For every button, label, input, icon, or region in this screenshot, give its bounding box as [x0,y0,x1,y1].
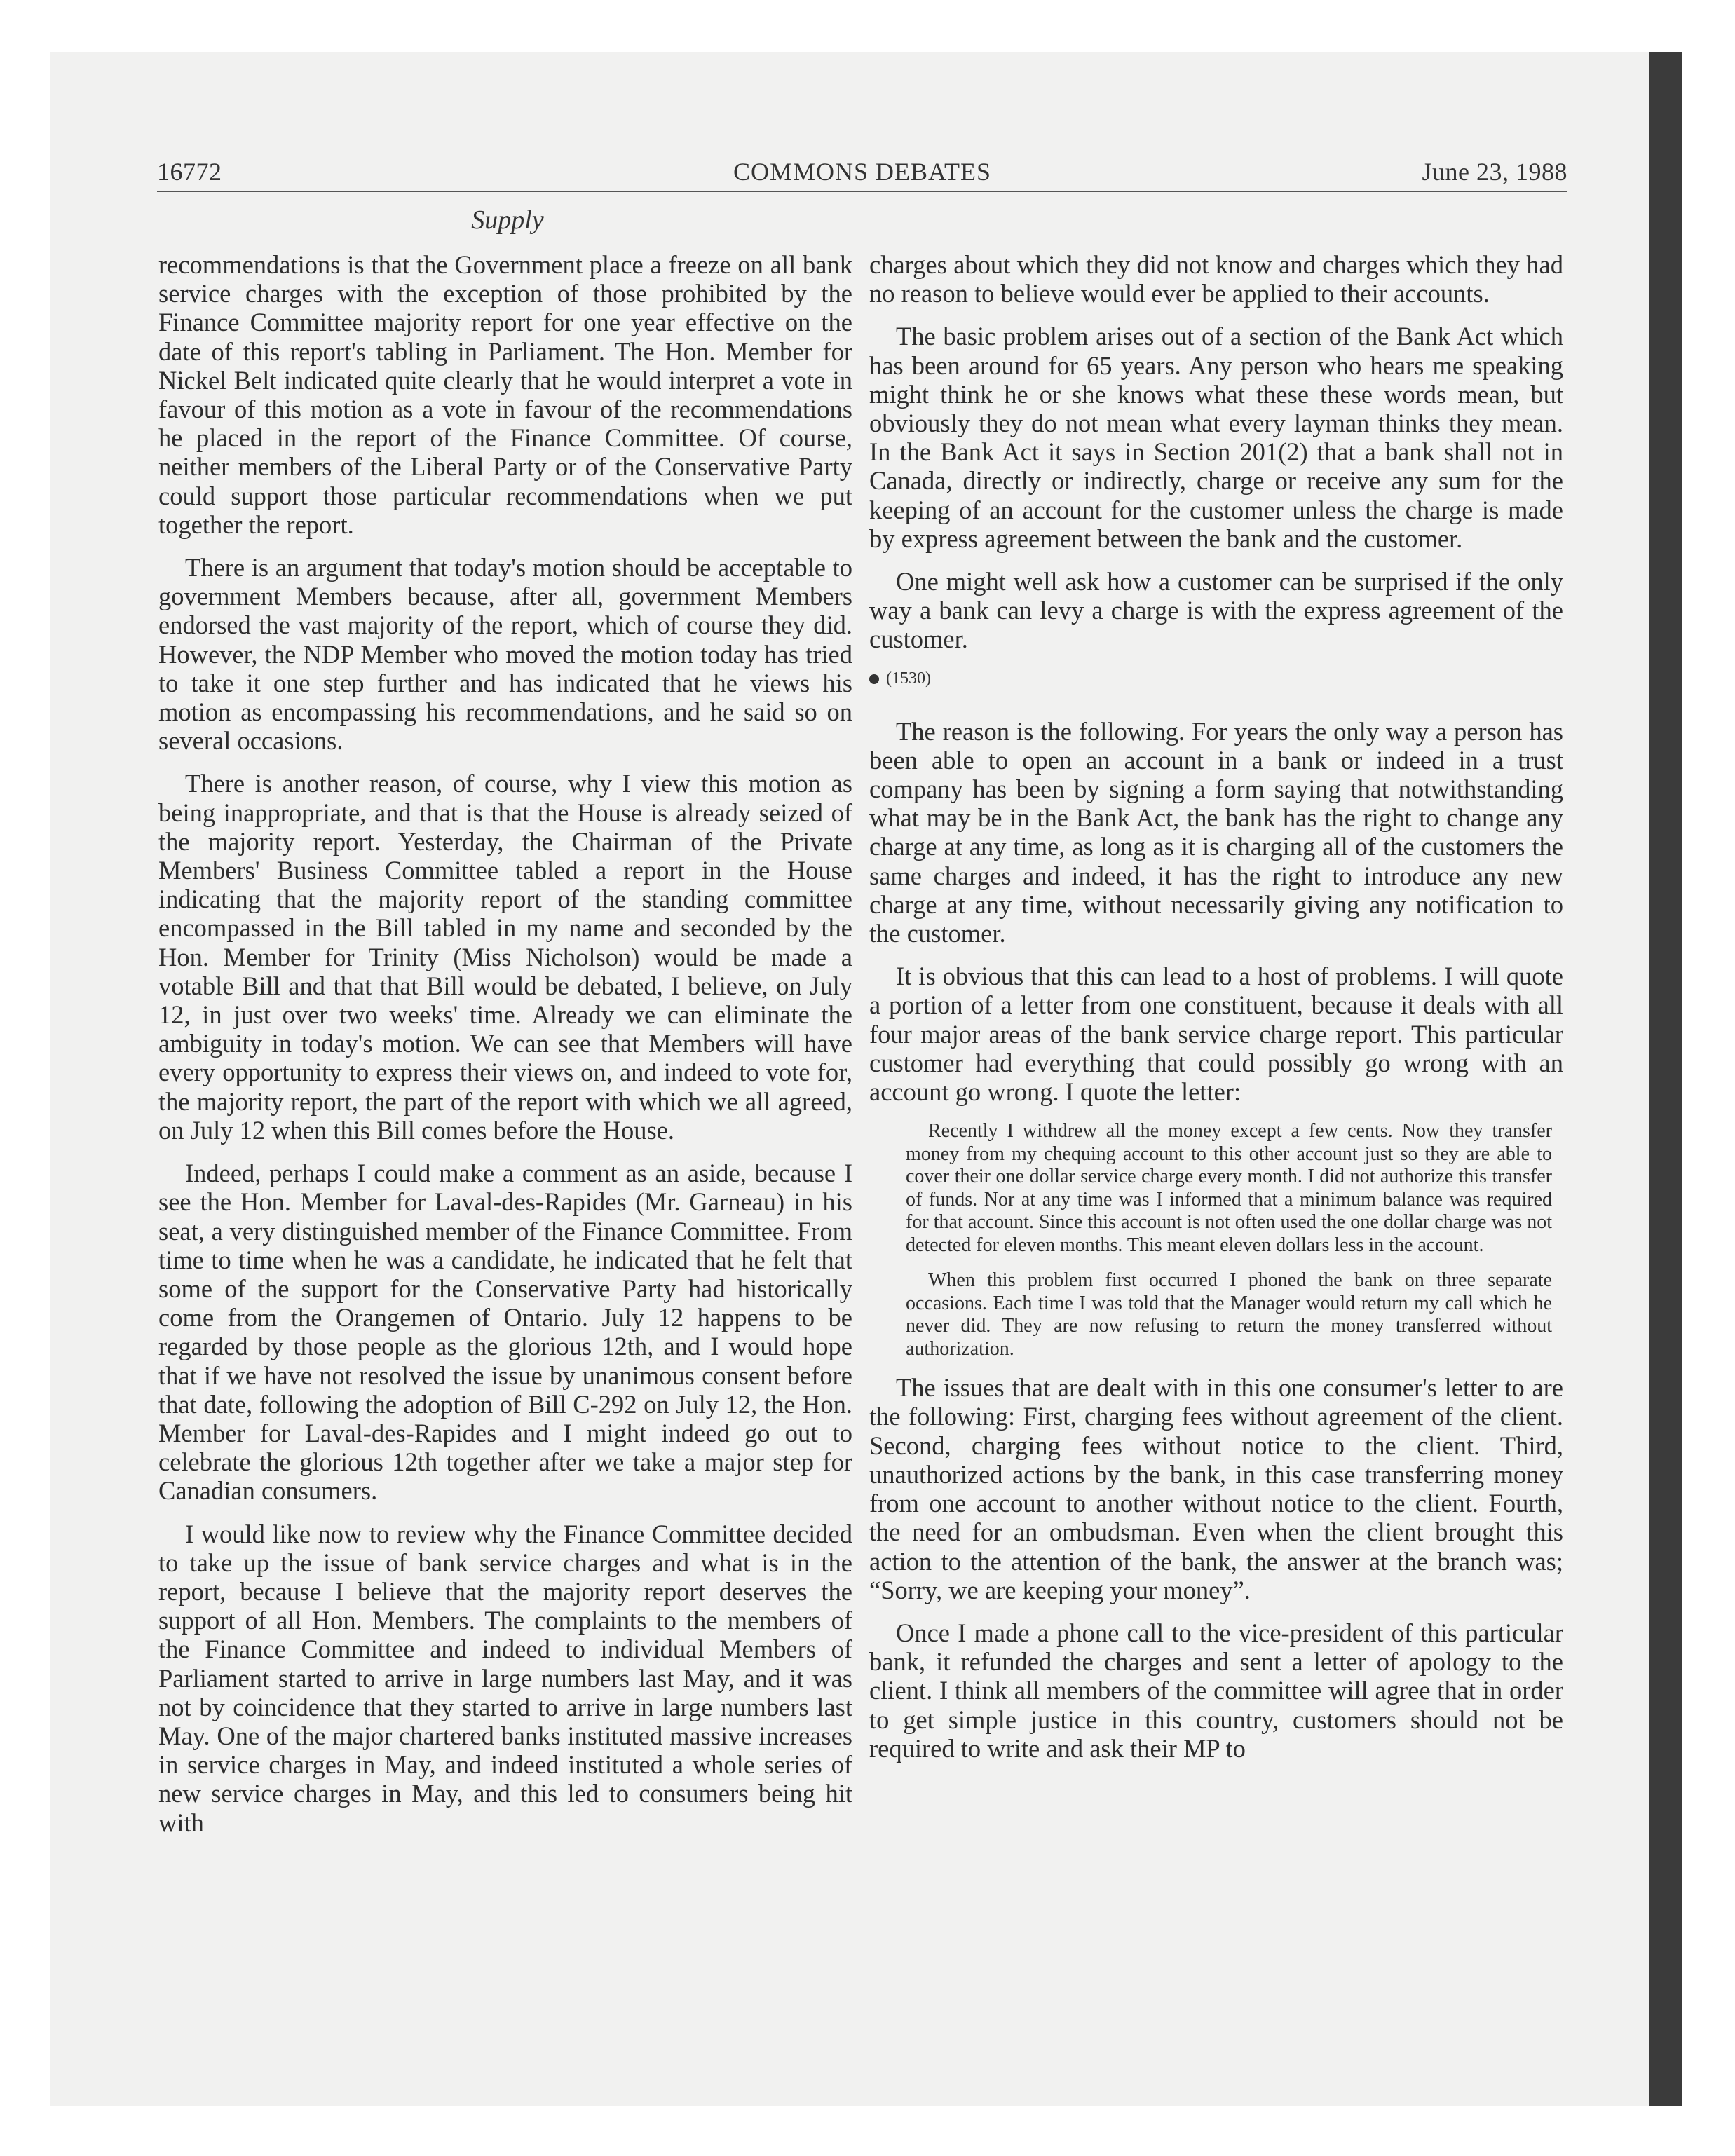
quoted-letter-paragraph: When this problem first occurred I phoned the bank on three separate occasions. Each time I was told that the Manager would return my call which he never did. They are now refusing to return the money transferred without authorization. [906,1269,1552,1360]
time-marker [869,668,1563,689]
paragraph: There is an argument that today's motion should be acceptable to government Members because, after all, government Members endorsed the vast majority of the report, which of course they did. However, the NDP Member who moved the motion today has tried to take it one step further and has indicated that he views his motion as encompassing his recommendations, and he said so on several occasions. [158,553,852,756]
paragraph: charges about which they did not know and charges which they had no reason to believe would ever be applied to their accounts. [869,250,1563,308]
header-rule [157,191,1567,192]
scan-edge-shadow [1649,52,1682,2106]
left-column [158,250,852,1851]
paragraph: recommendations is that the Government place a freeze on all bank service charges with the exception of those prohibited by the Finance Committee majority report for one year effective on the date of this report's tabling in Parliament. The Hon. Member for Nickel Belt indicated quite clearly that he would interpret a vote in favour of this motion as a vote in favour of the recommendations he placed in the report of the Finance Committee. Of course, neither members of the Liberal Party or of the Conservative Party could support those particular recommendations when we put together the report. [158,250,852,539]
paragraph: Indeed, perhaps I could make a comment as an aside, because I see the Hon. Member for Laval-des-Rapides (Mr. Garneau) in his seat, a very distinguished member of the Finance Committee. From time to time when he was a candidate, he indicated that he felt that some of the support for the Conservative Party had historically come from the Orangemen of Ontario. July 12 happens to be regarded by those people as the glorious 12th, and I would hope that if we have not resolved the issue by unanimous consent before that date, following the adoption of Bill C-292 on July 12, the Hon. Member for Laval-des-Rapides and I might indeed go out to celebrate the glorious 12th together after we take a major step for Canadian consumers. [158,1159,852,1506]
section-title: Supply [471,205,544,235]
page-number: 16772 [157,158,222,186]
paragraph: The issues that are dealt with in this one consumer's letter to are the following: First, charging fees without agreement of the client. Second, charging fees without notice to the client. Third, unauthorized actions by the bank, in this case transferring money from one account to another without notice to the client. Fourth, the need for an ombudsman. Even when the client brought this action to the attention of the bank, the answer at the branch was; “Sorry, we are keeping your money”. [869,1373,1563,1604]
time-marker-text: (1530) [886,669,931,688]
right-column [869,250,1563,1777]
paragraph: The basic problem arises out of a section of the Bank Act which has been around for 65 years. Any person who hears me speaking might think he or she knows what these these words mean, but obviously they do not mean what every layman thinks they mean. In the Bank Act it says in Section 201(2) that a bank shall not in Canada, directly or indirectly, charge or receive any sum for the keeping of an account for the customer unless the charge is made by express agreement between the bank and the customer. [869,322,1563,553]
paragraph: One might well ask how a customer can be surprised if the only way a bank can levy a charge is with the express agreement of the customer. [869,567,1563,654]
paragraph: Once I made a phone call to the vice-president of this particular bank, it refunded the charges and sent a letter of apology to the client. I think all members of the committee will agree that in order to get simple justice in this country, customers should not be required to write and ask their MP to [869,1618,1563,1763]
quoted-letter-paragraph: Recently I withdrew all the money except a few cents. Now they transfer money from my chequing account to this other account just so they are able to cover their one dollar service charge every month. I did not authorize this transfer of funds. Nor at any time was I informed that a minimum balance was required for that account. Since this account is not often used the one dollar charge was not detected for eleven months. This meant eleven dollars less in the account. [906,1120,1552,1256]
paragraph: I would like now to review why the Finance Committee decided to take up the issue of bank service charges and what is in the report, because I believe that the majority report deserves the support of all Hon. Members. The complaints to the members of the Finance Committee and indeed to individual Members of Parliament started to arrive in large numbers last May, and it was not by coincidence that they started to arrive in large numbers last May. One of the major chartered banks instituted massive increases in service charges in May, and indeed instituted a whole series of new service charges in May, and this led to consumers being hit with [158,1519,852,1837]
paragraph: The reason is the following. For years the only way a person has been able to open an account in a bank or indeed in a trust company has been by signing a form saying that notwithstanding what may be in the Bank Act, the bank has the right to change any charge at any time, as long as it is charging all of the customers the same charges and indeed, it has the right to introduce any new charge at any time, without necessarily giving any notification to the customer. [869,716,1563,948]
paragraph: There is another reason, of course, why I view this motion as being inappropriate, and that is that the House is already seized of the majority report. Yesterday, the Chairman of the Private Members' Business Committee tabled a report in the House indicating that the majority report of the standing committee encompassed in the Bill tabled in my name and seconded by the Hon. Member for Trinity (Miss Nicholson) would be made a votable Bill and that that Bill would be debated, I believe, on July 12, in just over two weeks' time. Already we can eliminate the ambiguity in today's motion. We can see that Members will have every opportunity to express their views on, and indeed to vote for, the majority report, the part of the report with which we all agreed, on July 12 when this Bill comes before the House. [158,769,852,1145]
publication-title: COMMONS DEBATES [733,158,992,186]
bullet-icon [869,674,879,684]
paragraph: It is obvious that this can lead to a host of problems. I will quote a portion of a letter from one constituent, because it deals with all four major areas of the bank service charge report. This particular customer had everything that could possibly go wrong with an account go wrong. I quote the letter: [869,962,1563,1107]
publication-date: June 23, 1988 [1422,158,1567,186]
page-header [157,157,1567,191]
